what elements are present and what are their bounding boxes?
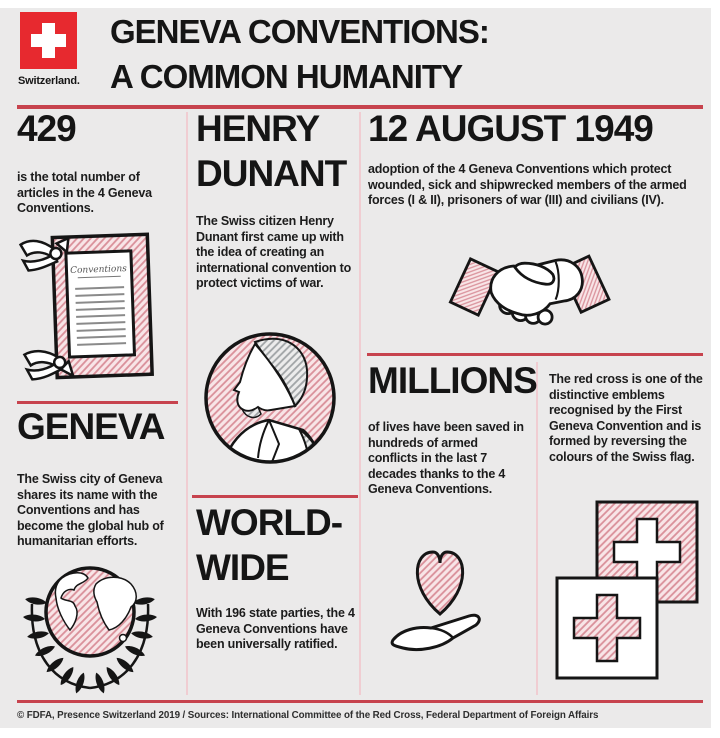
- red-cross-side-note: The red cross is one of the distinctive emblems recognised by the First Geneva Convention and is formed by reversing the colours of the Swiss flag.: [549, 372, 703, 464]
- poster-title-line1: GENEVA CONVENTIONS:: [110, 13, 489, 50]
- united-nations-globe-illustration: [10, 556, 170, 698]
- worldwide-body: With 196 state parties, the 4 Geneva Conventions have been universally ratified.: [196, 606, 355, 652]
- dunant-heading-line2: DUNANT: [196, 153, 347, 194]
- conventions-document-illustration: [15, 228, 165, 398]
- flag-cross-horizontal: [31, 34, 66, 47]
- dunant-heading-line1: HENRY: [196, 108, 320, 149]
- adoption-body: adoption of the 4 Geneva Conventions which protect wounded, sick and shipwrecked members of the armed forces (I & II), prisoners of war (III) and civilians (IV).: [368, 162, 687, 208]
- worldwide-heading-line2: WIDE: [196, 547, 289, 588]
- footer-credit: © FDFA, Presence Switzerland 2019 / Sources: International Committee of the Red Cross, Federal Department of Foreign Affairs: [17, 710, 599, 721]
- footer-rule: [17, 700, 703, 703]
- worldwide-heading-line1: WORLD-: [196, 502, 343, 543]
- flag-caption: Switzerland.: [18, 75, 80, 87]
- column-divider-1: [186, 112, 188, 695]
- articles-heading: 429: [17, 108, 76, 149]
- red-cross-swiss-flag-emblems-illustration: [553, 498, 703, 693]
- column2-rule: [192, 495, 358, 498]
- handshake-illustration: [444, 238, 614, 336]
- poster-title-line2: A COMMON HUMANITY: [110, 58, 463, 95]
- articles-body: is the total number of articles in the 4 Geneva Conventions.: [17, 170, 152, 216]
- poster-title: [110, 9, 489, 99]
- millions-heading: MILLIONS: [368, 360, 537, 401]
- geneva-heading: GENEVA: [17, 406, 165, 447]
- adoption-heading: 12 AUGUST 1949: [368, 108, 653, 149]
- millions-body: of lives have been saved in hundreds of armed conflicts in the last 7 decades thanks to the 4 Geneva Conventions.: [368, 420, 524, 497]
- dunant-body: The Swiss citizen Henry Dunant first came up with the idea of creating an international convention to protect victims of war.: [196, 214, 352, 291]
- worldwide-heading: [196, 500, 342, 590]
- document-title: Conventions: [70, 264, 127, 277]
- heart-in-hand-illustration: [383, 536, 497, 670]
- dunant-heading: [196, 106, 346, 196]
- henry-dunant-medallion-illustration: [203, 330, 337, 495]
- geneva-body: The Swiss city of Geneva shares its name with the Conventions and has become the global hub of humanitarian efforts.: [17, 472, 164, 549]
- column-divider-3: [536, 362, 538, 695]
- column3-rule: [367, 353, 703, 356]
- swiss-flag-icon: [20, 12, 77, 69]
